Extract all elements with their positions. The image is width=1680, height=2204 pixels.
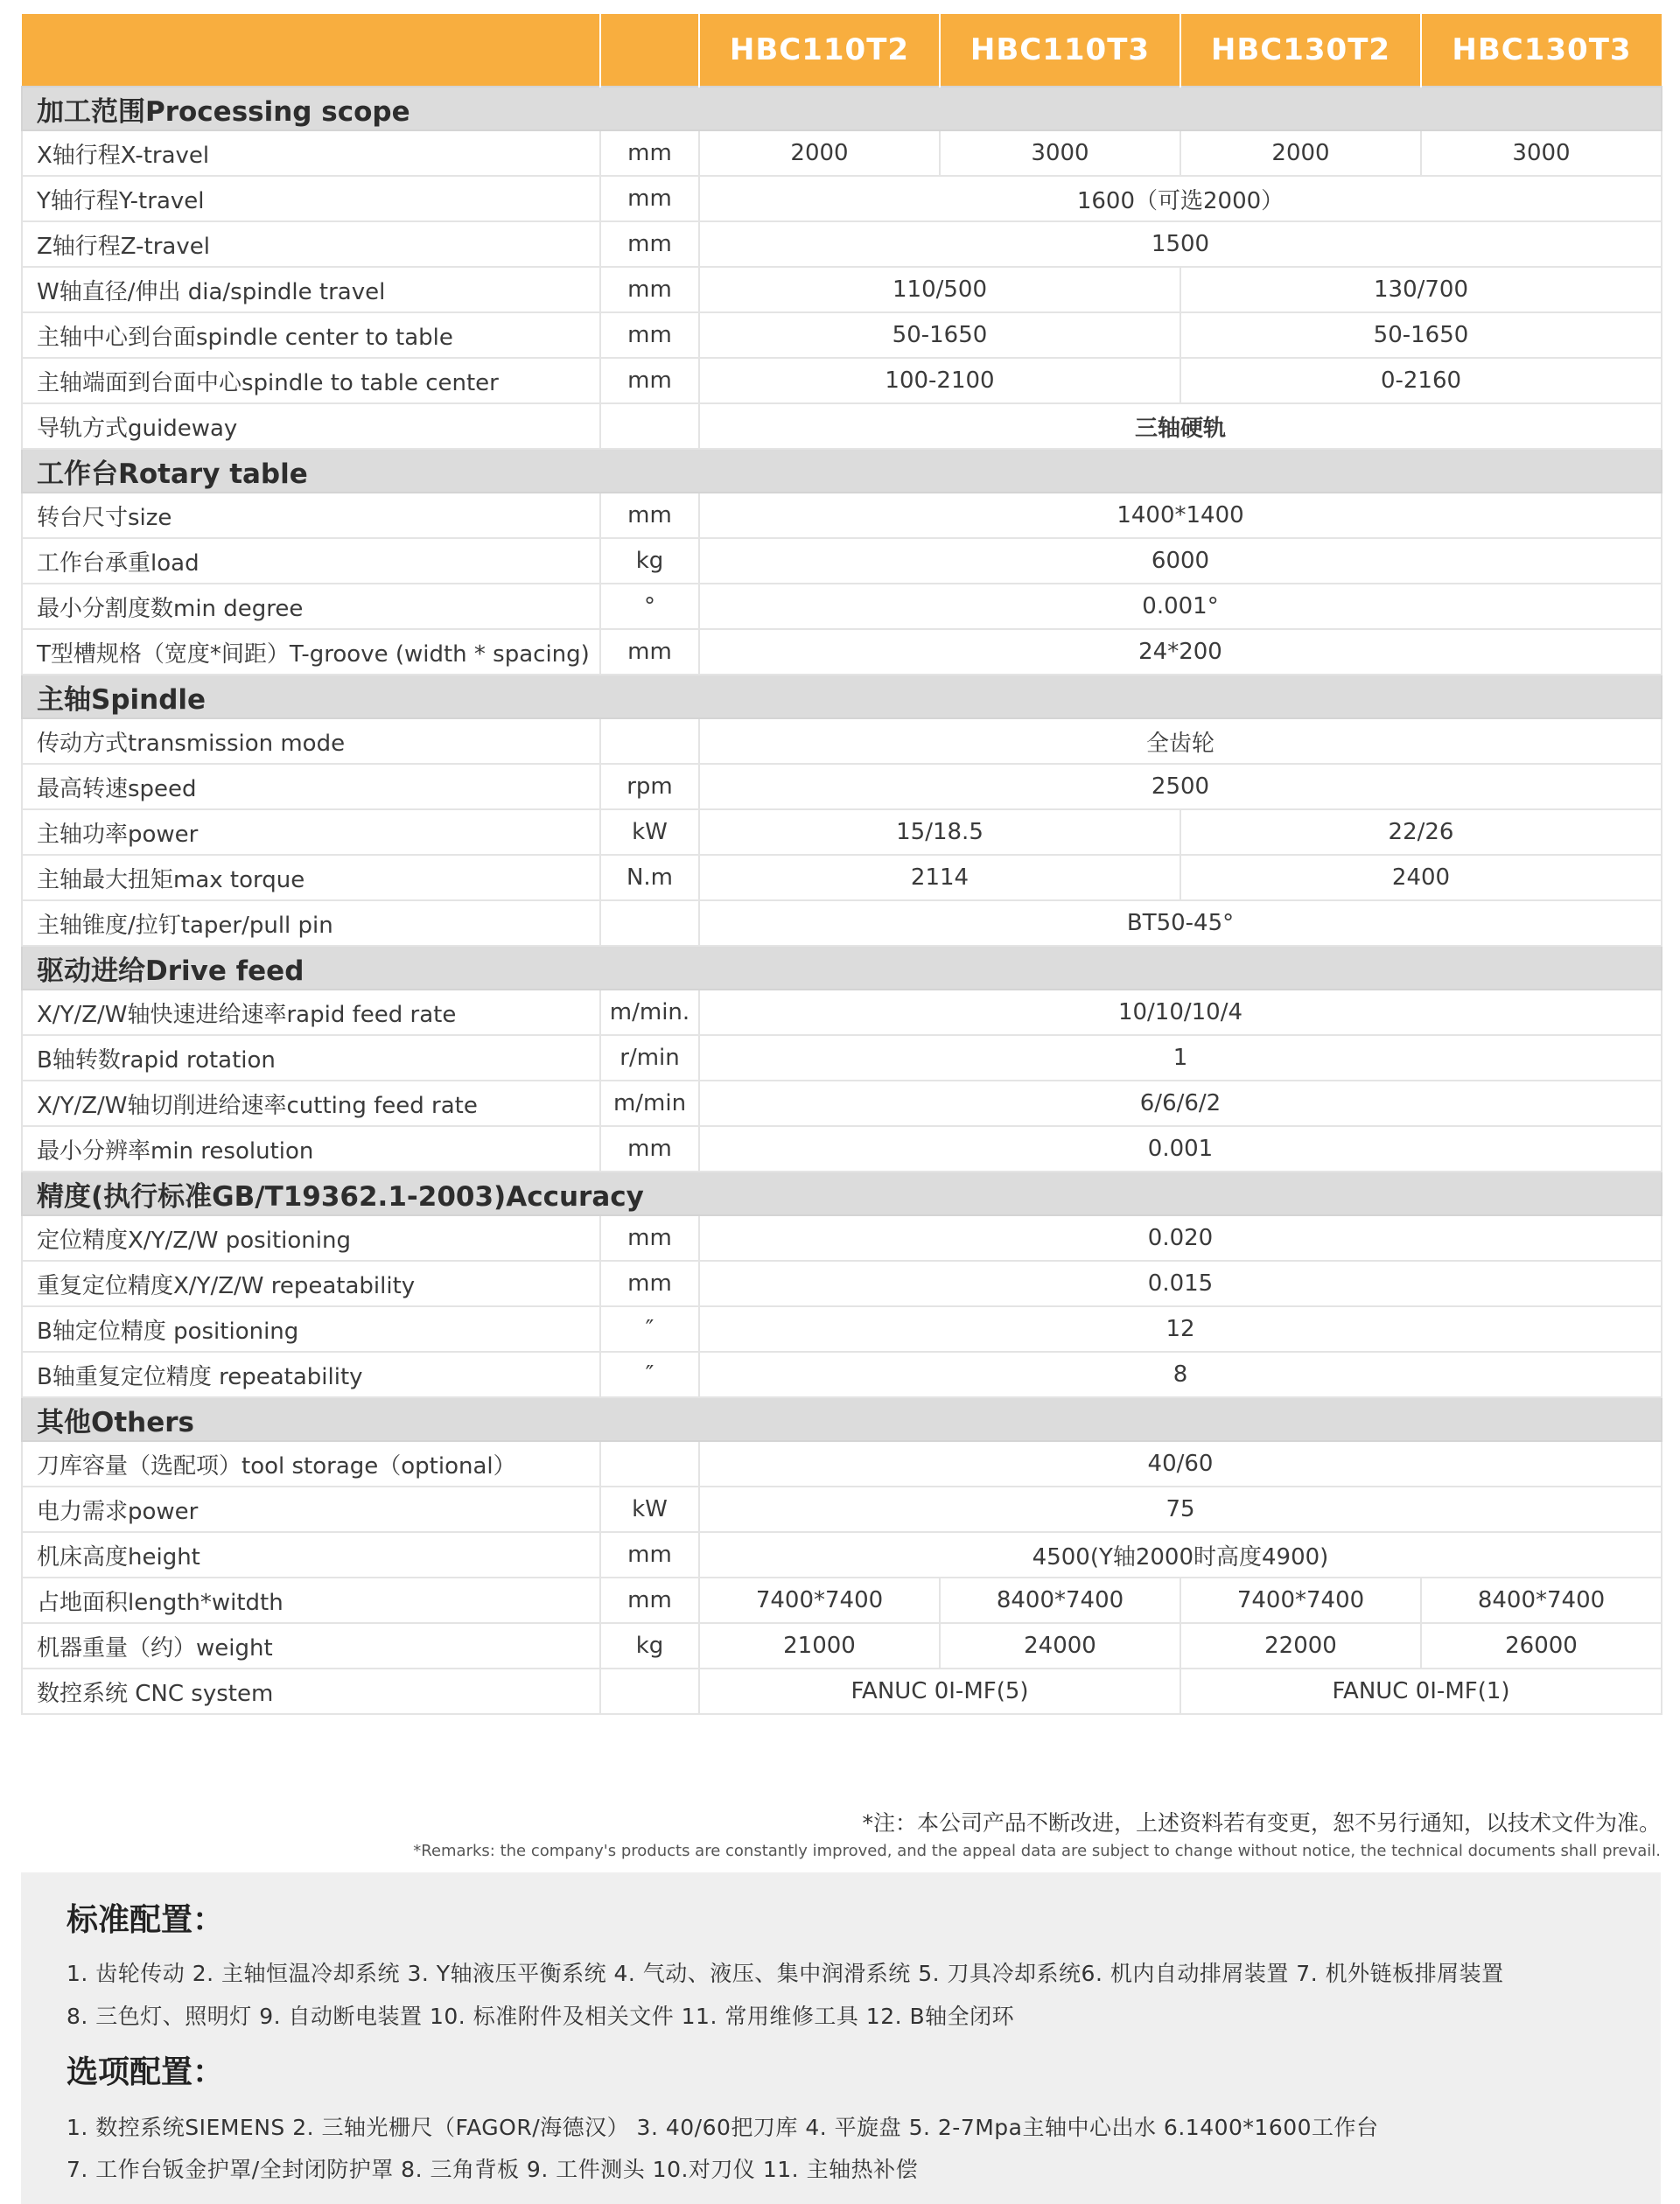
spec-row — [22, 312, 1662, 358]
spec-value: 8400*7400 — [1421, 1578, 1662, 1623]
spec-row — [22, 221, 1662, 267]
spec-row — [22, 1215, 1662, 1261]
spec-label: B轴重复定位精度 repeatability — [22, 1352, 600, 1397]
spec-value: 1400*1400 — [699, 493, 1662, 538]
section-header — [22, 1397, 1662, 1441]
spec-label: 最小分割度数min degree — [22, 584, 600, 629]
spec-label: 主轴功率power — [22, 809, 600, 855]
header-row — [22, 14, 1662, 87]
spec-row — [22, 403, 1662, 449]
spec-value: BT50-45° — [699, 900, 1662, 946]
spec-label: 刀库容量（选配项）tool storage（optional） — [22, 1441, 600, 1487]
spec-value: 2400 — [1180, 855, 1662, 900]
spec-value: 2000 — [699, 130, 940, 176]
spec-unit: mm — [600, 267, 699, 312]
spec-row — [22, 1126, 1662, 1172]
section-title: 精度(执行标准GB/T19362.1-2003)Accuracy — [22, 1172, 1662, 1215]
spec-row — [22, 1081, 1662, 1126]
spec-value: 0.015 — [699, 1261, 1662, 1306]
spec-label: B轴转数rapid rotation — [22, 1035, 600, 1081]
spec-label: X轴行程X-travel — [22, 130, 600, 176]
spec-value: 2114 — [699, 855, 1180, 900]
spec-value: 0-2160 — [1180, 358, 1662, 403]
spec-value: 21000 — [699, 1623, 940, 1669]
spec-label: 机器重量（约）weight — [22, 1623, 600, 1669]
spec-value: 6/6/6/2 — [699, 1081, 1662, 1126]
header-unit-blank — [600, 14, 699, 87]
spec-label: 主轴端面到台面中心spindle to table center — [22, 358, 600, 403]
section-header — [22, 449, 1662, 493]
spec-label: 机床高度height — [22, 1532, 600, 1578]
spec-value: 40/60 — [699, 1441, 1662, 1487]
section-title: 其他Others — [22, 1397, 1662, 1441]
spec-row — [22, 1306, 1662, 1352]
spec-unit — [600, 1441, 699, 1487]
spec-value: 24*200 — [699, 629, 1662, 675]
spec-value: 1500 — [699, 221, 1662, 267]
spec-value: 130/700 — [1180, 267, 1662, 312]
spec-value: 2500 — [699, 764, 1662, 809]
spec-label: 占地面积length*witdth — [22, 1578, 600, 1623]
spec-unit: m/min. — [600, 990, 699, 1035]
standard-config-line-1: 1. 齿轮传动 2. 主轴恒温冷却系统 3. Y轴液压平衡系统 4. 气动、液压、集中润滑系统 5. 刀具冷却系统6. 机内自动排屑装置 7. 机外链板排屑装置 — [66, 1961, 1504, 1986]
optional-config-line-1: 1. 数控系统SIEMENS 2. 三轴光栅尺（FAGOR/海德汉） 3. 40/60把刀库 4. 平旋盘 5. 2-7Mpa主轴中心出水 6.1400*1600工作台 — [66, 2115, 1379, 2140]
spec-value: 22/26 — [1180, 809, 1662, 855]
section-header — [22, 675, 1662, 718]
spec-value: 三轴硬轨 — [699, 403, 1662, 449]
spec-unit — [600, 403, 699, 449]
spec-label: W轴直径/伸出 dia/spindle travel — [22, 267, 600, 312]
spec-value: 7400*7400 — [1180, 1578, 1421, 1623]
spec-row — [22, 1352, 1662, 1397]
spec-value: 全齿轮 — [699, 718, 1662, 764]
spec-unit: mm — [600, 629, 699, 675]
model-hbc130t2: HBC130T2 — [1180, 14, 1421, 87]
section-title: 加工范围Processing scope — [22, 87, 1662, 130]
spec-label: 数控系统 CNC system — [22, 1669, 600, 1714]
spec-unit — [600, 718, 699, 764]
spec-value: FANUC 0I-MF(5) — [699, 1669, 1180, 1714]
spec-unit: ″ — [600, 1352, 699, 1397]
spec-value: 0.001 — [699, 1126, 1662, 1172]
spec-label: 转台尺寸size — [22, 493, 600, 538]
spec-label: 主轴最大扭矩max torque — [22, 855, 600, 900]
spec-unit: rpm — [600, 764, 699, 809]
spec-value: 3000 — [940, 130, 1180, 176]
spec-value: 100-2100 — [699, 358, 1180, 403]
spec-label: 主轴锥度/拉钉taper/pull pin — [22, 900, 600, 946]
spec-value: 1 — [699, 1035, 1662, 1081]
spec-value: 8 — [699, 1352, 1662, 1397]
spec-value: 0.020 — [699, 1215, 1662, 1261]
section-header — [22, 1172, 1662, 1215]
spec-table — [21, 14, 1662, 1715]
spec-unit: kW — [600, 809, 699, 855]
spec-row — [22, 900, 1662, 946]
spec-row — [22, 1578, 1662, 1623]
section-title: 驱动进给Drive feed — [22, 946, 1662, 990]
spec-row — [22, 130, 1662, 176]
section-header — [22, 87, 1662, 130]
spec-value: 3000 — [1421, 130, 1662, 176]
section-header — [22, 946, 1662, 990]
standard-config-title: 标准配置： — [66, 1902, 225, 1938]
model-hbc110t2: HBC110T2 — [699, 14, 940, 87]
spec-row — [22, 267, 1662, 312]
spec-row — [22, 629, 1662, 675]
spec-row — [22, 1487, 1662, 1532]
spec-value: 50-1650 — [699, 312, 1180, 358]
spec-unit: mm — [600, 358, 699, 403]
spec-table-wrapper — [21, 14, 1661, 1715]
spec-value: 8400*7400 — [940, 1578, 1180, 1623]
spec-label: Z轴行程Z-travel — [22, 221, 600, 267]
optional-config-line-2: 7. 工作台钣金护罩/全封闭防护罩 8. 三角背板 9. 工件测头 10.对刀仪 11. 主轴热补偿 — [66, 2157, 919, 2182]
spec-value: 1600（可选2000） — [699, 176, 1662, 221]
spec-value: 0.001° — [699, 584, 1662, 629]
spec-value: 2000 — [1180, 130, 1421, 176]
spec-row — [22, 358, 1662, 403]
spec-unit — [600, 900, 699, 946]
spec-row — [22, 584, 1662, 629]
spec-row — [22, 718, 1662, 764]
spec-unit: kg — [600, 538, 699, 584]
spec-label: 导轨方式guideway — [22, 403, 600, 449]
spec-label: Y轴行程Y-travel — [22, 176, 600, 221]
section-title: 工作台Rotary table — [22, 449, 1662, 493]
spec-value: 6000 — [699, 538, 1662, 584]
spec-unit: kW — [600, 1487, 699, 1532]
spec-unit: mm — [600, 1578, 699, 1623]
spec-value: 4500(Y轴2000时高度4900) — [699, 1532, 1662, 1578]
spec-unit: mm — [600, 130, 699, 176]
spec-label: 电力需求power — [22, 1487, 600, 1532]
spec-row — [22, 1532, 1662, 1578]
model-hbc130t3: HBC130T3 — [1421, 14, 1662, 87]
spec-unit: mm — [600, 1126, 699, 1172]
spec-row — [22, 538, 1662, 584]
spec-label: 工作台承重load — [22, 538, 600, 584]
optional-config-title: 选项配置： — [66, 2054, 225, 2090]
model-hbc110t3: HBC110T3 — [940, 14, 1180, 87]
spec-value: 110/500 — [699, 267, 1180, 312]
remark-english: *Remarks: the company's products are constantly improved, and the appeal data are subject to change without notice, the technical documents shall prevail. — [413, 1842, 1661, 1860]
spec-unit: m/min — [600, 1081, 699, 1126]
spec-row — [22, 809, 1662, 855]
spec-value: 75 — [699, 1487, 1662, 1532]
spec-value: FANUC 0I-MF(1) — [1180, 1669, 1662, 1714]
spec-unit — [600, 1669, 699, 1714]
spec-unit: r/min — [600, 1035, 699, 1081]
spec-row — [22, 990, 1662, 1035]
spec-unit: mm — [600, 1532, 699, 1578]
spec-label: X/Y/Z/W轴切削进给速率cutting feed rate — [22, 1081, 600, 1126]
spec-unit: mm — [600, 312, 699, 358]
spec-unit: mm — [600, 1215, 699, 1261]
spec-unit: mm — [600, 1261, 699, 1306]
header-blank — [22, 14, 600, 87]
spec-unit: ° — [600, 584, 699, 629]
spec-label: 定位精度X/Y/Z/W positioning — [22, 1215, 600, 1261]
spec-row — [22, 1261, 1662, 1306]
spec-value: 10/10/10/4 — [699, 990, 1662, 1035]
remark-chinese: *注：本公司产品不断改进，上述资料若有变更，恕不另行通知，以技术文件为准。 — [862, 1810, 1661, 1836]
spec-label: 主轴中心到台面spindle center to table — [22, 312, 600, 358]
spec-unit: mm — [600, 221, 699, 267]
spec-row — [22, 176, 1662, 221]
spec-value: 22000 — [1180, 1623, 1421, 1669]
spec-label: T型槽规格（宽度*间距）T-groove (width * spacing) — [22, 629, 600, 675]
spec-label: B轴定位精度 positioning — [22, 1306, 600, 1352]
spec-value: 26000 — [1421, 1623, 1662, 1669]
spec-unit: ″ — [600, 1306, 699, 1352]
spec-unit: kg — [600, 1623, 699, 1669]
spec-row — [22, 1035, 1662, 1081]
spec-label: 传动方式transmission mode — [22, 718, 600, 764]
spec-label: 最小分辨率min resolution — [22, 1126, 600, 1172]
spec-label: X/Y/Z/W轴快速进给速率rapid feed rate — [22, 990, 600, 1035]
spec-row — [22, 855, 1662, 900]
spec-label: 重复定位精度X/Y/Z/W repeatability — [22, 1261, 600, 1306]
spec-value: 50-1650 — [1180, 312, 1662, 358]
spec-value: 15/18.5 — [699, 809, 1180, 855]
spec-value: 24000 — [940, 1623, 1180, 1669]
spec-value: 12 — [699, 1306, 1662, 1352]
spec-row — [22, 1623, 1662, 1669]
spec-unit: N.m — [600, 855, 699, 900]
section-title: 主轴Spindle — [22, 675, 1662, 718]
spec-row — [22, 1669, 1662, 1714]
standard-config-line-2: 8. 三色灯、照明灯 9. 自动断电装置 10. 标准附件及相关文件 11. 常用维修工具 12. B轴全闭环 — [66, 2004, 1015, 2029]
configuration-panel — [21, 1872, 1661, 2204]
spec-row — [22, 493, 1662, 538]
spec-value: 7400*7400 — [699, 1578, 940, 1623]
spec-label: 最高转速speed — [22, 764, 600, 809]
spec-unit: mm — [600, 493, 699, 538]
spec-row — [22, 764, 1662, 809]
spec-unit: mm — [600, 176, 699, 221]
spec-row — [22, 1441, 1662, 1487]
